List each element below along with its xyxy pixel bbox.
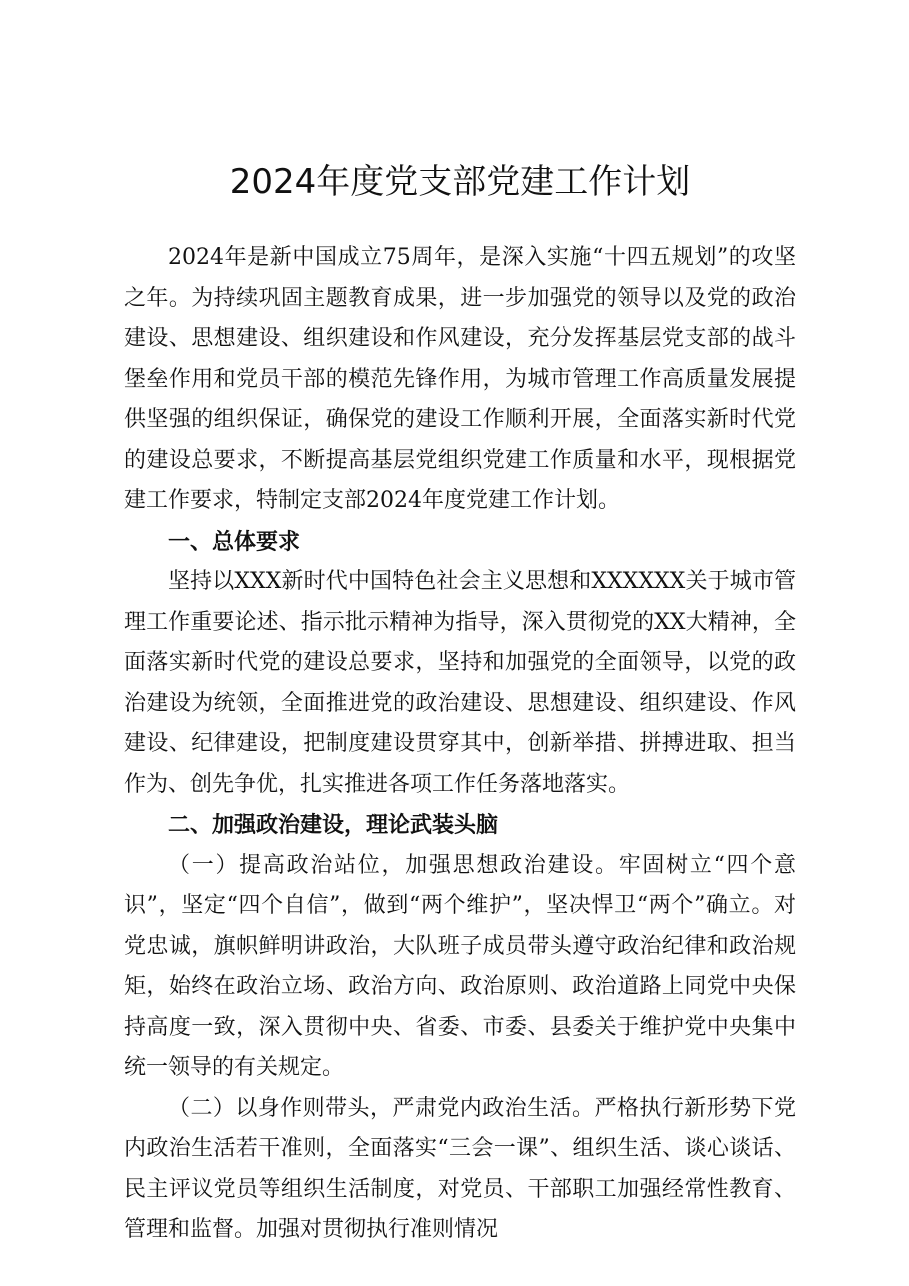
section-2-item-1-lead: （一）提高政治站位，加强思想政治建设。: [168, 852, 619, 878]
document-title: 2024年度党支部党建工作计划: [229, 162, 691, 202]
document-page: [124, 150, 796, 1251]
section-2-item-2-paragraph: [124, 1089, 796, 1251]
intro-paragraph: 2024年是新中国成立75周年，是深入实施“十四五规划”的攻坚之年。为持续巩固主题教育成果，进一步加强党的领导以及党的政治建设、思想建设、组织建设和作风建设，充分发挥基层党支部的战斗堡垒作用和党员干部的模范先锋作用，为城市管理工作高质量发展提供坚强的组织保证，确保党的建设工作顺利开展，全面落实新时代党的建设总要求，不断提高基层党组织党建工作质量和水平，现根据党建工作要求，特制定支部2024年度党建工作计划。: [124, 245, 796, 513]
section-2-item-2-lead: （二）以身作则带头，严肃党内政治生活。: [168, 1095, 595, 1121]
document-body: [124, 238, 796, 1251]
section-1-paragraph: 坚持以XXX新时代中国特色社会主义思想和XXXXXX关于城市管理工作重要论述、指示批示精神为指导，深入贯彻党的XX大精神，全面落实新时代党的建设总要求，坚持和加强党的全面领导，以党的政治建设为统领，全面推进党的政治建设、思想建设、组织建设、作风建设、纪律建设，把制度建设贯穿其中，创新举措、拼搏进取、担当作为、创先争优，扎实推进各项工作任务落地落实。: [124, 569, 796, 797]
section-1-heading: 一、总体要求: [168, 528, 301, 555]
section-2-item-2-text: 严格执行新形势下党内政治生活若干准则，全面落实“三会一课”、组织生活、谈心谈话、民主评议党员等组织生活制度，对党员、干部职工加强经常性教育、管理和监督。加强对贯彻执行准则情况: [124, 1095, 796, 1242]
section-2-item-1-paragraph: [124, 846, 796, 1089]
section-2-heading: 二、加强政治建设，理论武装头脑: [168, 812, 499, 838]
section-2-item-1-text: 牢固树立“四个意识”，坚定“四个自信”，做到“两个维护”，坚决悍卫“两个”确立。对党忠诚，旗帜鲜明讲政治，大队班子成员带头遵守政治纪律和政治规矩，始终在政治立场、政治方向、政治原则、政治道路上同党中央保持高度一致，深入贯彻中央、省委、市委、县委关于维护党中央集中统一领导的有关规定。: [124, 852, 796, 1080]
